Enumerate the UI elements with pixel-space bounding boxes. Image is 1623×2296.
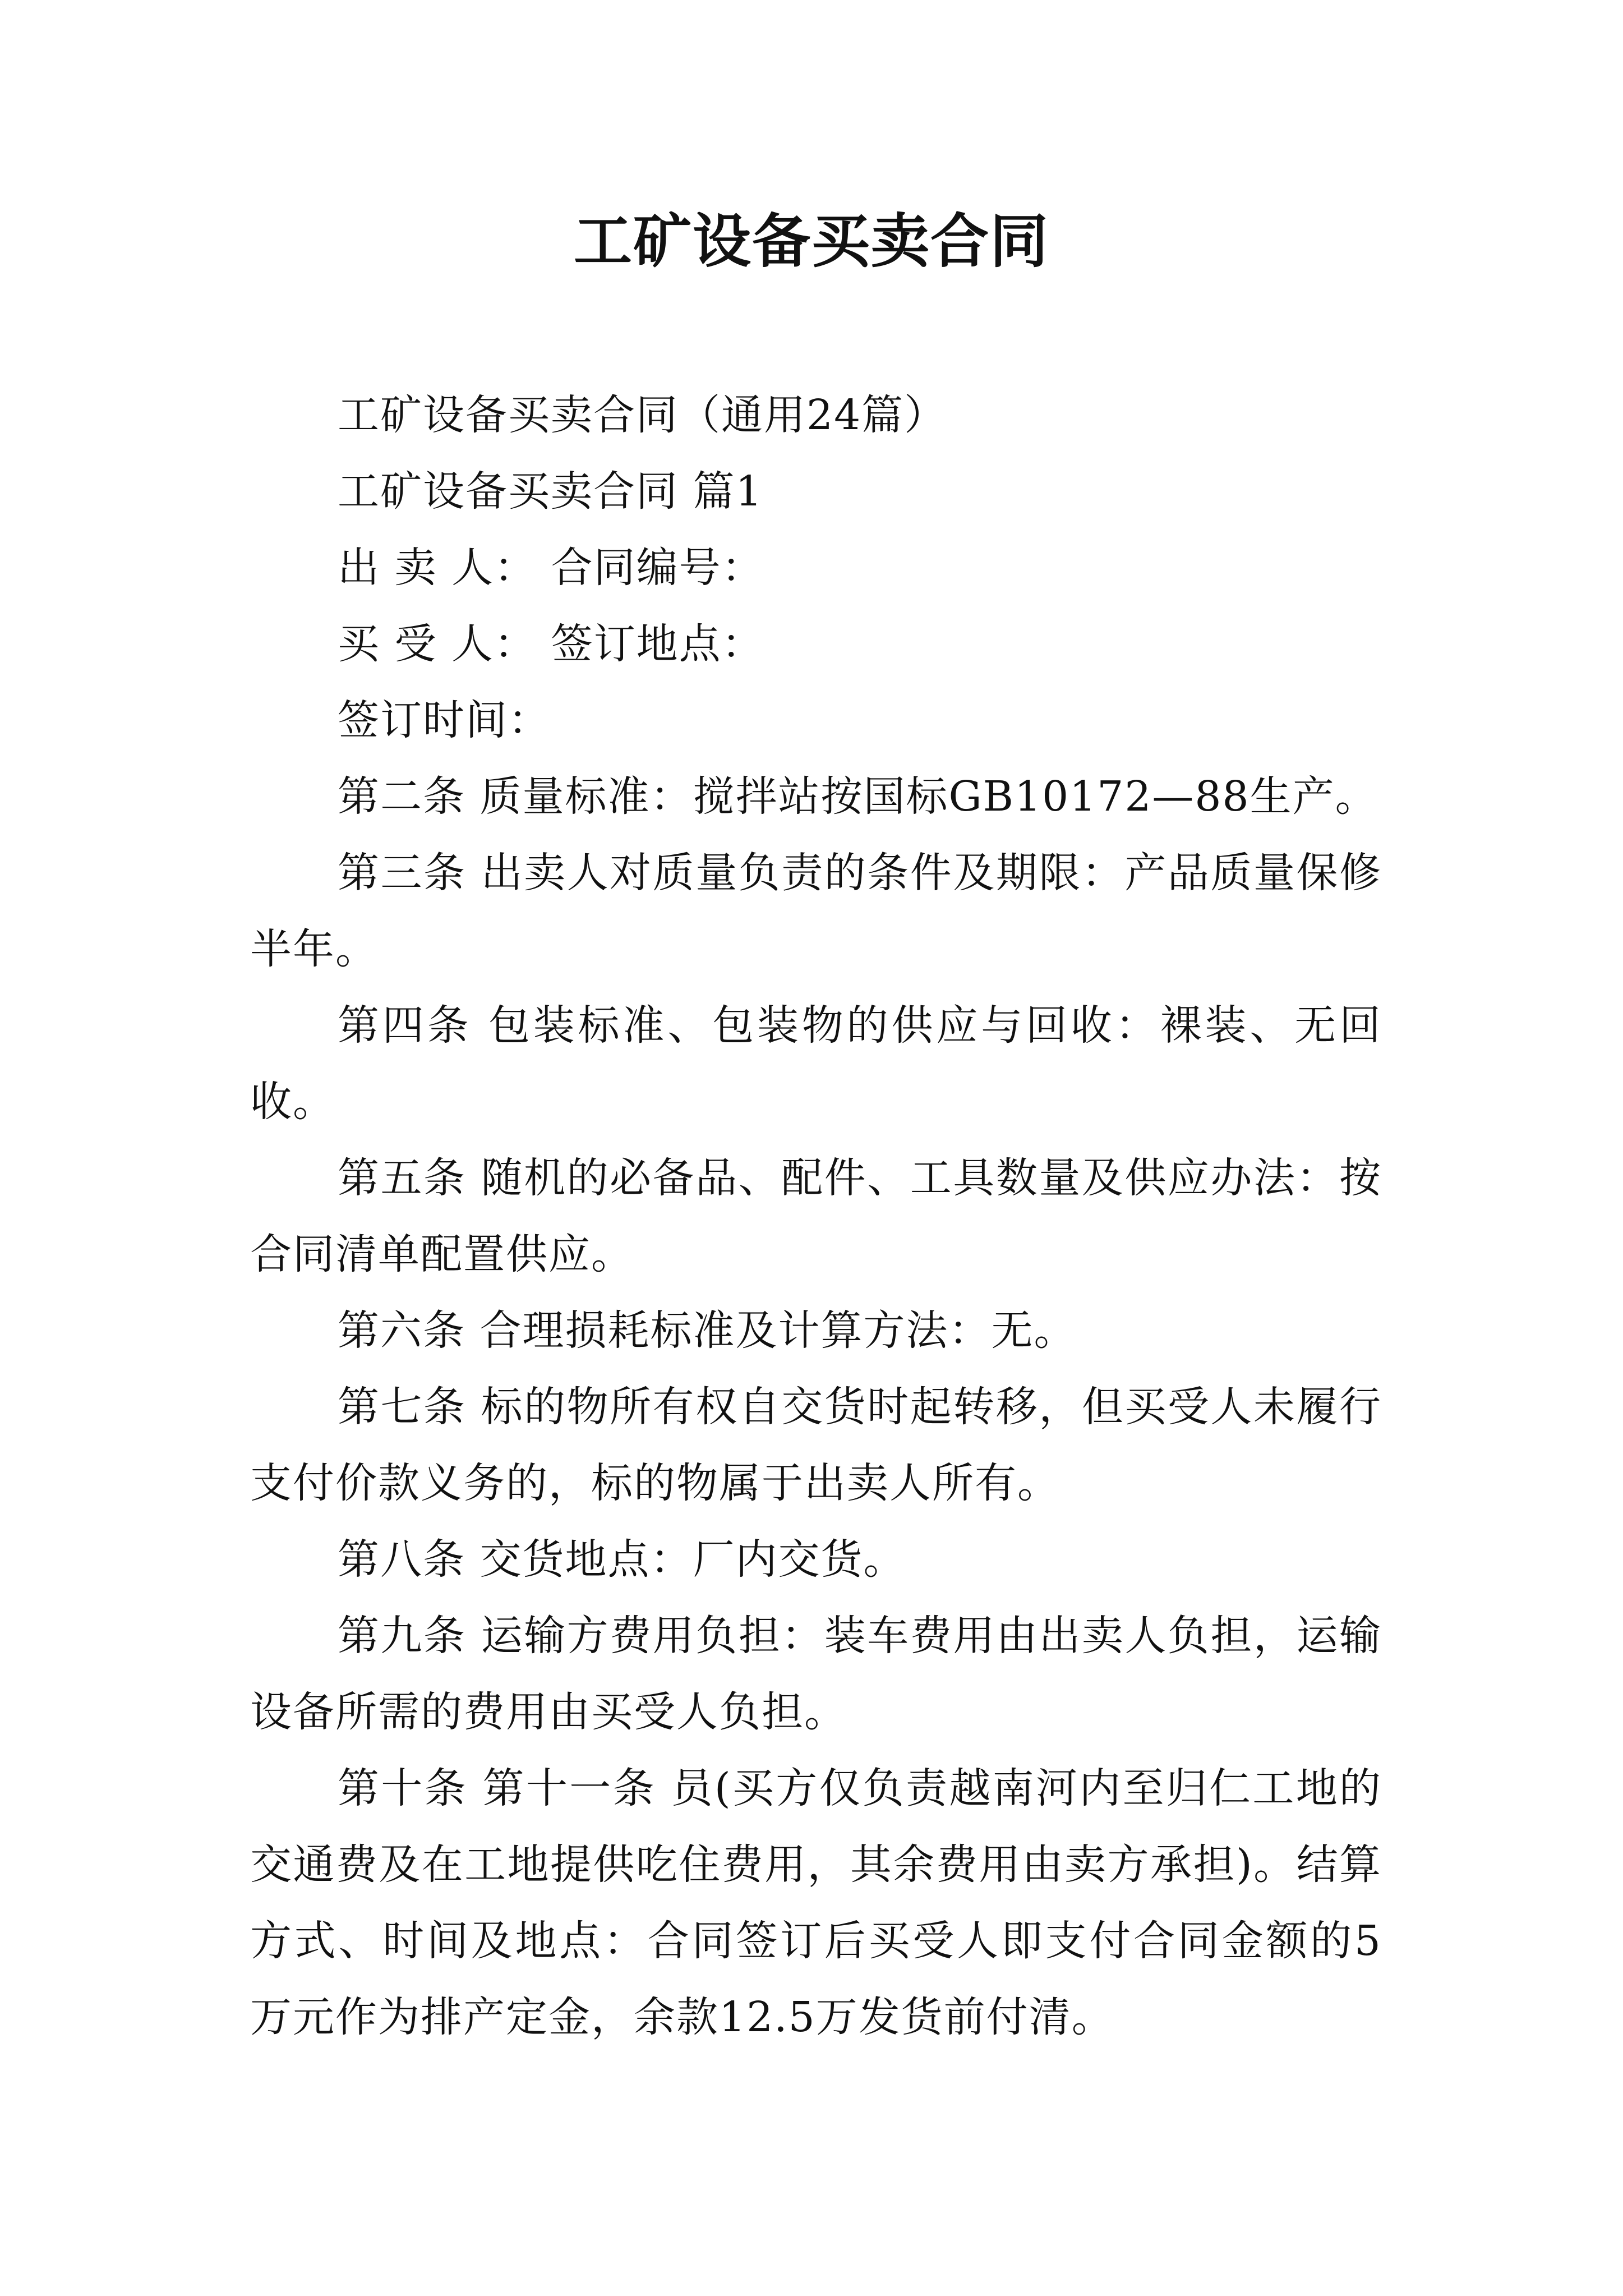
paragraph: 第八条 交货地点：厂内交货。 (338, 1535, 906, 1584)
paragraph: 工矿设备买卖合同 篇1 (338, 467, 763, 516)
document-body (250, 377, 1382, 2055)
paragraph: 第九条 运输方费用负担：装车费用由出卖人负担，运输设备所需的费用由买受人负担。 (250, 1612, 1382, 1736)
paragraph: 第十条 第十一条 员(买方仅负责越南河内至归仁工地的交通费及在工地提供吃住费用，其余费用由卖方承担)。结算方式、时间及地点：合同签订后买受人即支付合同金额的5万元作为排产定金，余款12.5万发货前付清。 (250, 1764, 1382, 2041)
document-title: 工矿设备买卖合同 (573, 206, 1049, 275)
paragraph: 买 受 人： 签订地点： (338, 620, 764, 668)
paragraph: 第二条 质量标准：搅拌站按国标GB10172—88生产。 (338, 772, 1378, 821)
paragraph: 第四条 包装标准、包装物的供应与回收：裸装、无回收。 (250, 1001, 1382, 1126)
paragraph: 第七条 标的物所有权自交货时起转移，但买受人未履行支付价款义务的，标的物属于出卖人所有。 (250, 1383, 1382, 1507)
paragraph: 工矿设备买卖合同（通用24篇） (338, 391, 947, 439)
paragraph: 第三条 出卖人对质量负责的条件及期限：产品质量保修半年。 (250, 849, 1382, 973)
paragraph: 签订时间： (338, 696, 551, 744)
paragraph: 出 卖 人： 合同编号： (338, 544, 764, 592)
paragraph: 第五条 随机的必备品、配件、工具数量及供应办法：按合同清单配置供应。 (250, 1154, 1382, 1278)
paragraph: 第六条 合理损耗标准及计算方法：无。 (338, 1306, 1077, 1355)
